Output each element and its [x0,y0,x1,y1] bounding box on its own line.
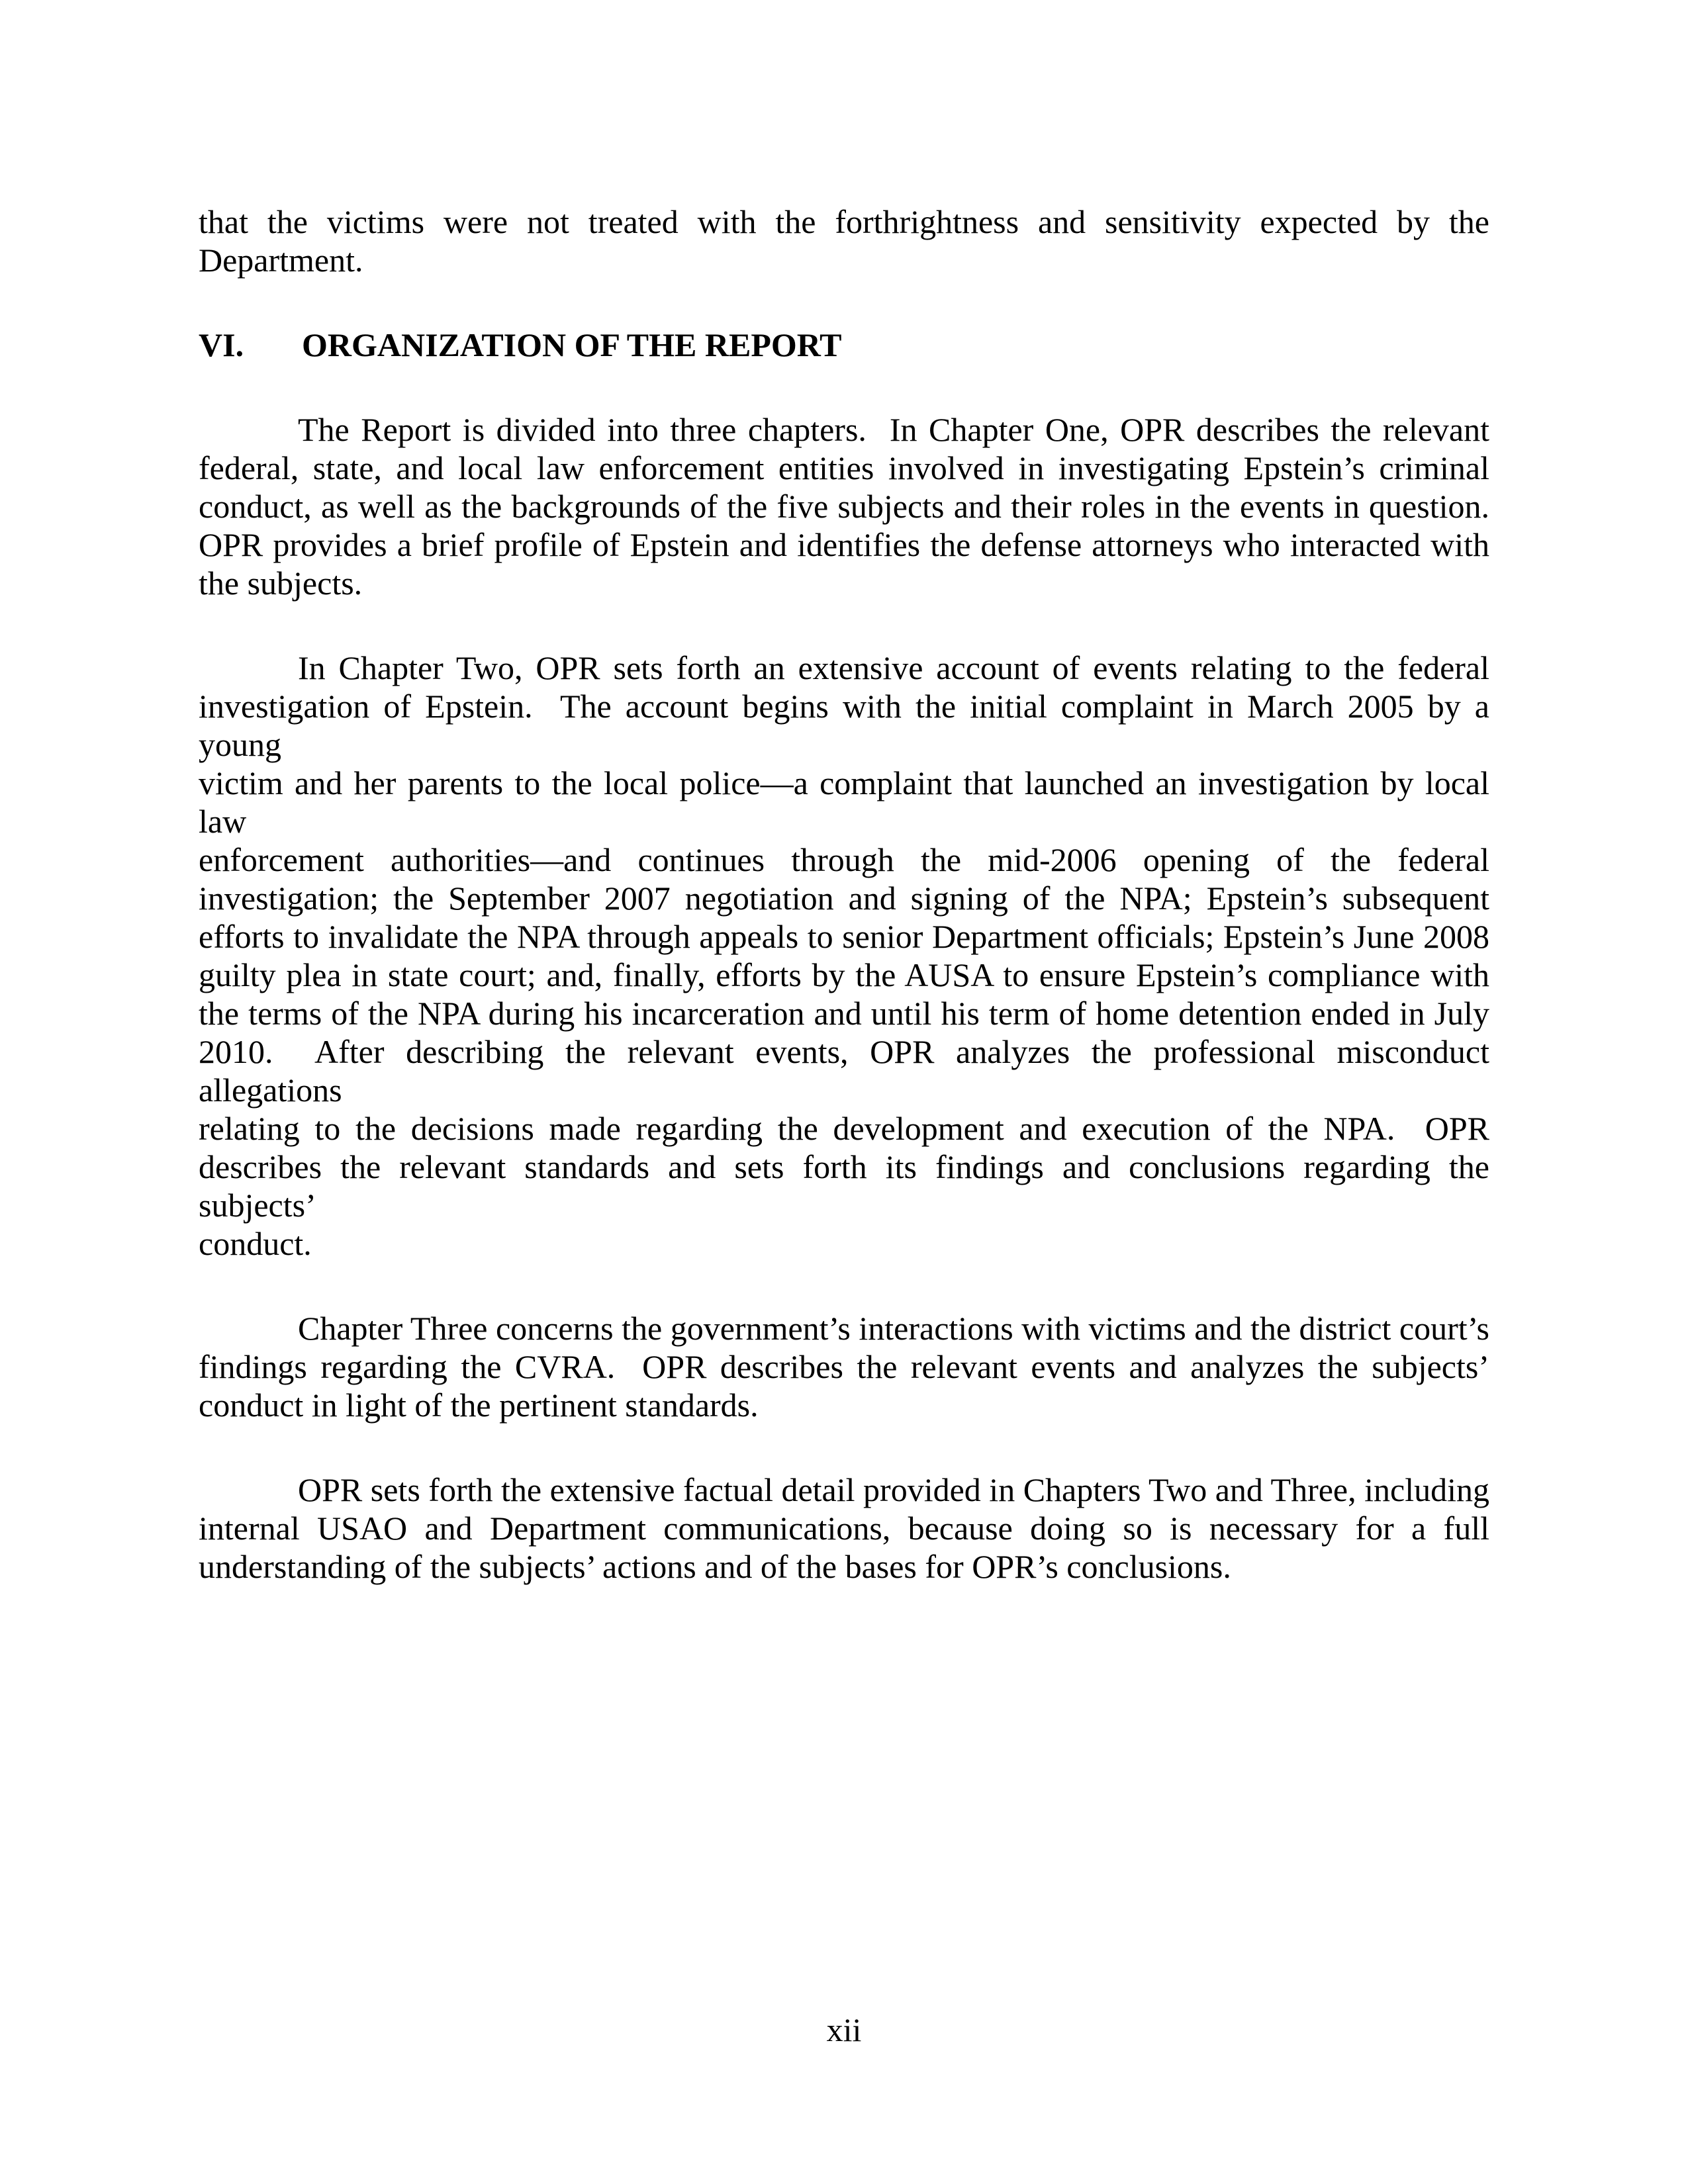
text-line: investigation of Epstein. The account begins with the initial complaint in March 2005 by a young [199,688,1498,763]
text-line: conduct, as well as the backgrounds of the five subjects and their roles in the events in question. [199,488,1489,525]
text-line: relating to the decisions made regarding the development and execution of the NPA. OPR [199,1110,1489,1147]
text-line: that the victims were not treated with the forthrightness and sensitivity expected by the [199,203,1489,240]
text-line: describes the relevant standards and sets forth its findings and conclusions regarding the subjects’ [199,1148,1498,1224]
paragraph-chapter-one [199,410,1489,602]
paragraph-factual-detail [199,1471,1489,1586]
text-line: investigation; the September 2007 negotiation and signing of the NPA; Epstein’s subsequent [199,880,1489,917]
text-line: enforcement authorities—and continues through the mid-2006 opening of the federal [199,841,1489,878]
section-title: ORGANIZATION OF THE REPORT [302,326,842,363]
text-line: OPR provides a brief profile of Epstein and identifies the defense attorneys who interacted with [199,526,1489,563]
text-line: efforts to invalidate the NPA through appeals to senior Department officials; Epstein’s June 2008 [199,918,1489,955]
section-heading [199,326,1489,364]
paragraph-chapter-two [199,649,1498,1263]
text-line: Chapter Three concerns the government’s interactions with victims and the district court’s [298,1310,1489,1347]
paragraph-chapter-three [199,1309,1489,1424]
text-line: the terms of the NPA during his incarceration and until his term of home detention ended in July [199,995,1489,1032]
section-number: VI. [199,326,244,363]
page-number: xii [826,2011,862,2048]
text-line: The Report is divided into three chapters. In Chapter One, OPR describes the relevant [298,411,1489,448]
text-line: conduct. [199,1225,312,1262]
text-line: the subjects. [199,565,363,602]
text-line: victim and her parents to the local police—a complaint that launched an investigation by local law [199,764,1498,840]
text-line: understanding of the subjects’ actions and of the bases for OPR’s conclusions. [199,1548,1231,1585]
text-line: federal, state, and local law enforcement entities involved in investigating Epstein’s criminal [199,449,1489,486]
paragraph-continuation [199,203,1489,279]
text-line: guilty plea in state court; and, finally, efforts by the AUSA to ensure Epstein’s compliance with [199,956,1489,993]
text-line: OPR sets forth the extensive factual detail provided in Chapters Two and Three, including [298,1471,1489,1508]
text-line: Department. [199,242,363,279]
text-line: 2010. After describing the relevant events, OPR analyzes the professional misconduct allegations [199,1033,1498,1109]
document-body [199,203,1498,1632]
text-line: internal USAO and Department communications, because doing so is necessary for a full [199,1510,1489,1547]
text-line: In Chapter Two, OPR sets forth an extensive account of events relating to the federal [298,649,1489,686]
text-line: conduct in light of the pertinent standards. [199,1387,759,1424]
text-line: findings regarding the CVRA. OPR describes the relevant events and analyzes the subjects’ [199,1348,1489,1385]
